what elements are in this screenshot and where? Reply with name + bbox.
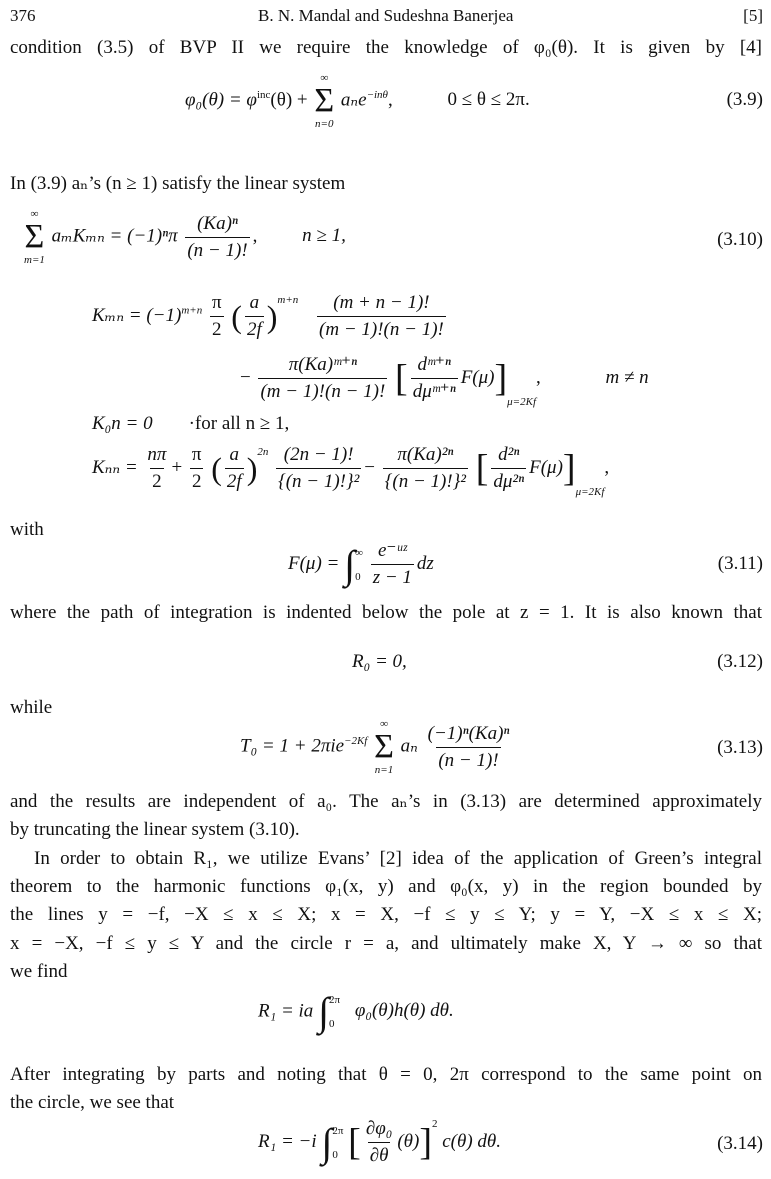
fraction (225, 442, 244, 495)
denominator: (m − 1)!(n − 1)! (317, 316, 446, 343)
equation-knn: Kₙₙ = $\frac{n\pi}{2}$ + $\frac{\pi}{2}$ ( $\frac{a}{2f}$ )$^{2n}$ $\frac{(2n - 1)!}{\text{\{(n − 1)!\}²}}$ − $\frac{\text{π(Ka)²ⁿ}}{\text{\{(n − 1)!\}²}}$ [ $\frac{\text{d²ⁿ}}{\text{dμ²ⁿ}}$ $F(\mu)]_{\mu=2Kf}$, (92, 444, 610, 498)
fraction (145, 442, 168, 495)
paragraph-line: by truncating the linear system (3.10). (10, 819, 300, 840)
eq-text: − (364, 457, 376, 478)
fraction (185, 211, 249, 264)
sum-lower: n=1 (374, 764, 394, 776)
numerator: dᵐ⁺ⁿ (417, 354, 451, 375)
summation (314, 72, 334, 130)
fraction (190, 442, 204, 495)
equation-3-14: R₁ = −i ∫ 2π 0 [ $\frac{\text{∂φ₀}}{\partial\theta}$ (θ)]$^2$ c(θ) dθ. (258, 1112, 501, 1169)
word-while: while (10, 697, 53, 718)
eq-text: R₁ = ia (258, 1000, 314, 1022)
integral: ∫ 2π 0 (321, 1119, 344, 1165)
int-upper: 2π (329, 994, 341, 1006)
numerator: π(Ka)²ⁿ (397, 444, 454, 466)
denominator: (m − 1)!(n − 1)! (258, 378, 387, 405)
eq-text: m+n (181, 304, 203, 317)
denominator: dμᵐ⁺ⁿ (411, 378, 458, 405)
page-number: 376 (10, 6, 36, 25)
denominator: {(n − 1)!}² (383, 468, 468, 495)
int-lower: 0 (355, 570, 361, 583)
eq-text: φ₀(θ) = φ (185, 89, 257, 111)
eq-text: aₙe (340, 89, 367, 111)
sum-upper: ∞ (320, 72, 329, 84)
fraction (364, 1116, 395, 1169)
int-lower: 0 (329, 1018, 335, 1030)
sum-upper: ∞ (30, 208, 39, 220)
sum-lower: n=0 (315, 118, 334, 130)
sum-lower: m=1 (24, 254, 45, 266)
sum-upper: ∞ (380, 718, 388, 730)
word-with: with (10, 519, 44, 540)
paragraph-line: we find (10, 961, 68, 982)
paragraph: where the path of integration is indented below the pole at z = 1. It is also known that (10, 602, 762, 623)
paragraph: In (3.9) aₙ’s (n ≥ 1) satisfy the linear system (10, 173, 346, 194)
eq-text: 2n (257, 446, 269, 458)
numerator: e⁻ᵘᶻ (377, 540, 407, 561)
integral: ∫ ∞ 0 (344, 541, 363, 587)
eq-text: − (240, 366, 251, 388)
numerator: π (211, 292, 222, 314)
equation-3-11 (288, 538, 434, 591)
denominator: {(n − 1)!}² (276, 468, 361, 495)
eq-condition: ·for all n ≥ 1, (188, 413, 290, 434)
eq-text: −2Kf (344, 735, 368, 748)
paragraph-line: In order to obtain R₁, we utilize Evans’ [2] idea of the application of Green’s integral (34, 848, 762, 869)
equation-kmn: $K_{mn} = (-1)^{m+n}$ $\frac{\pi}{2}$ ( $\frac{a}{2f}$ )$^{m+n}$ $\frac{(m + n - 1)!}{(m - 1)!(n - 1)!}$ (92, 288, 449, 343)
eq-text: Kₙₙ = (92, 457, 138, 478)
numerator: a (229, 444, 240, 466)
eq-text: −inθ (366, 89, 388, 102)
equation-number: (3.10) (717, 229, 763, 250)
equation-3-10 (22, 208, 346, 266)
numerator: d²ⁿ (498, 444, 520, 466)
eq-condition: 0 ≤ θ ≤ 2π. (447, 89, 530, 111)
equation-3-13 (240, 718, 514, 776)
eq-text: R₁ = −i (258, 1131, 317, 1152)
paragraph-line: the circle, we see that (10, 1092, 175, 1113)
eq-text: F(μ) (460, 366, 495, 388)
eq-text: (θ) + (270, 89, 308, 111)
eq-condition: n ≥ 1, (302, 225, 346, 247)
sum-sign: Σ (314, 82, 335, 119)
eq-text: dz (416, 552, 434, 574)
fraction (317, 290, 446, 343)
denominator: z − 1 (371, 564, 414, 591)
eq-text: , (387, 89, 393, 111)
equation-number: (3.13) (717, 737, 763, 758)
equation-number: (3.12) (717, 651, 763, 672)
equation-3-9 (185, 72, 530, 130)
denominator: 2 (210, 316, 224, 343)
equation-number: (3.11) (717, 553, 763, 574)
eq-text: + (171, 457, 183, 478)
eq-text: T₀ = 1 + 2πie (240, 735, 345, 757)
eq-text: Kₘₙ = (−1) (92, 305, 182, 326)
paragraph-line: the lines y = −f, −X ≤ x ≤ X; x = X, −f ≤ y ≤ Y; y = Y, −X ≤ x ≤ X; (10, 904, 762, 925)
summation (24, 208, 45, 266)
fraction (258, 352, 387, 405)
eq-text: aₙ (400, 735, 418, 757)
eq-text: μ=2Kf (575, 486, 605, 498)
eq-text: m+n (277, 294, 299, 306)
eq-text: F(μ) (529, 457, 563, 478)
equation-number: (3.9) (726, 89, 763, 110)
eq-condition: m ≠ n (605, 366, 649, 388)
int-upper: 2π (332, 1124, 344, 1137)
paragraph-line: x = −X, −f ≤ y ≤ Y and the circle r = a, and ultimately make X, Y → ∞ so that (10, 933, 762, 954)
eq-text: (θ) (397, 1131, 420, 1152)
fraction (426, 721, 512, 774)
eq-text: c(θ) dθ. (442, 1131, 502, 1152)
denominator: dμ²ⁿ (491, 468, 526, 495)
fraction (491, 442, 526, 495)
section-marker: [5] (743, 6, 763, 25)
paragraph-line: theorem to the harmonic functions φ₁(x, y) and φ₀(x, y) in the region bounded by (10, 876, 762, 897)
paragraph: condition (3.5) of BVP II we require the knowledge of φ₀(θ). It is given by [4] (10, 37, 762, 58)
eq-text: , (604, 457, 610, 478)
denominator: (n − 1)! (436, 747, 500, 774)
denominator: (n − 1)! (185, 237, 249, 264)
sum-sign: Σ (374, 728, 394, 765)
numerator: ∂φ₀ (365, 1118, 393, 1140)
numerator: (−1)ⁿ(Ka)ⁿ (427, 722, 510, 744)
fraction (411, 352, 458, 405)
numerator: (m + n − 1)! (333, 292, 430, 314)
eq-text: aₘKₘₙ = (−1)ⁿπ (51, 225, 178, 247)
denominator: 2 (190, 468, 204, 495)
equation-number: (3.14) (717, 1133, 763, 1154)
eq-text: , (536, 366, 541, 388)
paragraph-line: After integrating by parts and noting that θ = 0, 2π correspond to the same point on (10, 1064, 762, 1085)
eq-text: inc (256, 89, 271, 102)
fraction (371, 538, 414, 591)
denominator: 2f (245, 316, 264, 343)
eq-text: μ=2Kf (507, 395, 536, 408)
equation-kmn-line2: − $\frac{\text{π(Ka)ᵐ⁺ⁿ}}{(m - 1)!(n - 1)!}$ [ $\frac{\text{dᵐ⁺ⁿ}}{\text{dμᵐ⁺ⁿ}}$ $F(\mu)]_{\mu=2Kf}$, m ≠ n (240, 354, 649, 408)
numerator: a (249, 292, 260, 314)
eq-text: K₀n = 0 (92, 413, 153, 434)
running-title: B. N. Mandal and Sudeshna Banerjea (258, 6, 514, 25)
fraction (383, 442, 468, 495)
sum-sign: Σ (24, 218, 45, 255)
equation-k0n (92, 412, 289, 436)
eq-text: , (252, 225, 258, 247)
denominator: ∂θ (368, 1142, 391, 1169)
fraction (276, 442, 361, 495)
equation-3-12: R₀ = 0, (352, 651, 407, 672)
eq-text: φ₀(θ)h(θ) dθ. (354, 1000, 454, 1022)
paragraph-line: and the results are independent of a₀. The aₙ’s in (3.13) are determined approximately (10, 791, 762, 812)
numerator: π (191, 444, 202, 466)
int-upper: ∞ (355, 546, 363, 559)
equation-r1 (258, 988, 454, 1036)
denominator: 2 (150, 468, 164, 495)
integral: ∫ 2π 0 (318, 989, 341, 1034)
numerator: (Ka)ⁿ (197, 212, 238, 234)
fraction (245, 290, 264, 343)
summation (374, 718, 394, 776)
numerator: nπ (147, 444, 167, 466)
eq-text: 2 (432, 1118, 438, 1130)
fraction (210, 290, 224, 343)
denominator: 2f (225, 468, 244, 495)
numerator: π(Ka)ᵐ⁺ⁿ (288, 354, 358, 375)
numerator: (2n − 1)! (283, 444, 354, 466)
eq-text: F(μ) = (288, 552, 340, 574)
int-lower: 0 (332, 1148, 338, 1161)
